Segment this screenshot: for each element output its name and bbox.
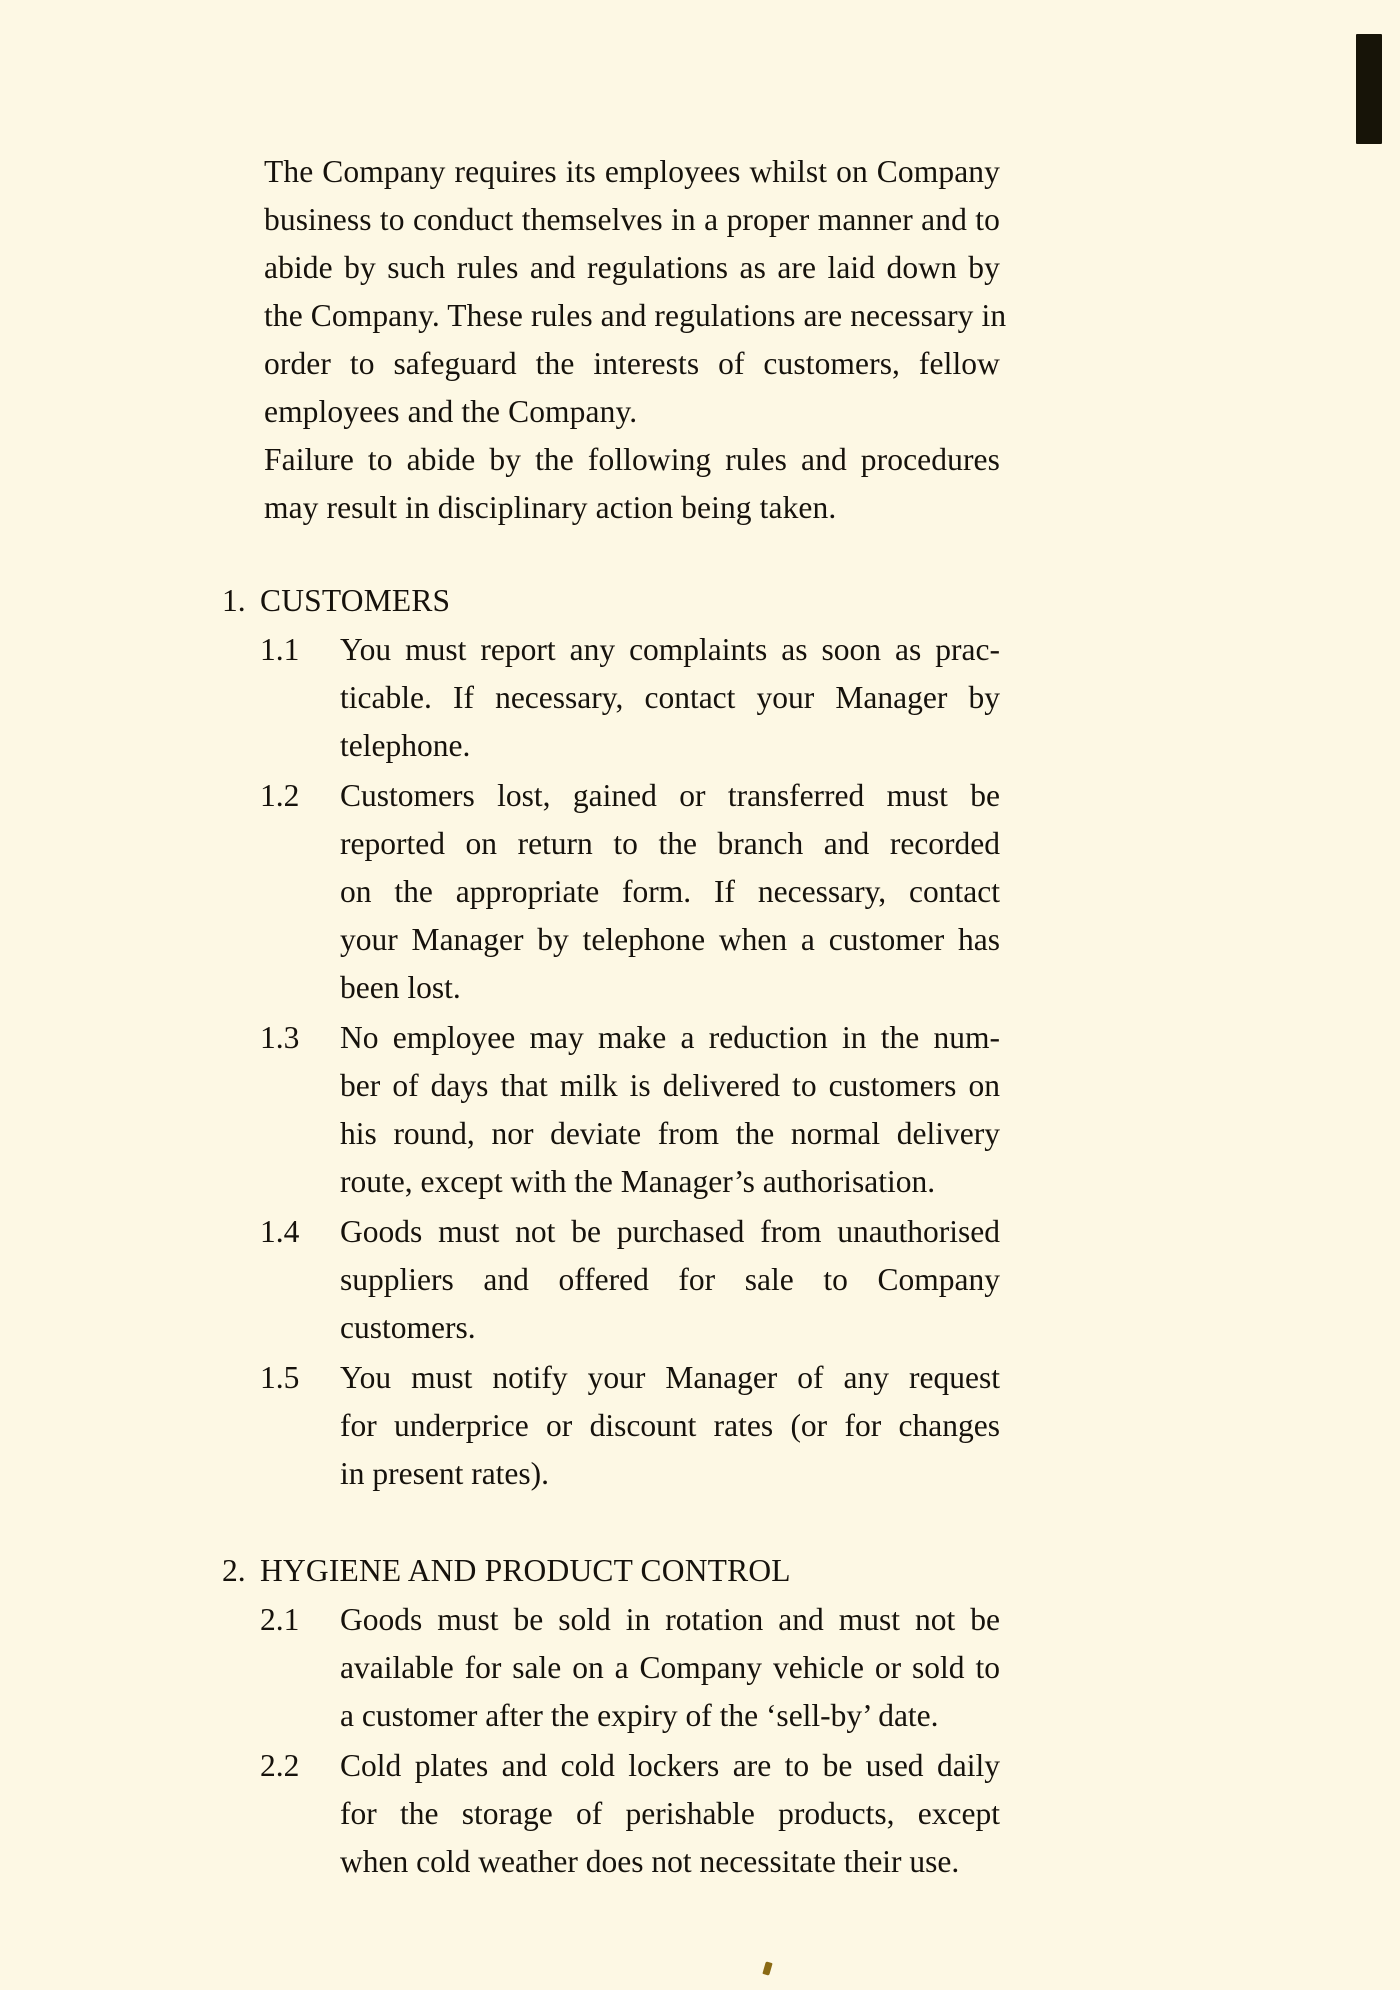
- list-item-line: Goods must not be purchased from unauthorised: [340, 1214, 1000, 1249]
- intro-paragraph-1-line: the Company. These rules and regulations are necessary in: [264, 298, 1007, 333]
- section-heading: [222, 578, 1000, 624]
- list-item-line: for the storage of perishable products, except: [340, 1796, 1000, 1831]
- list-item-text: [340, 1596, 1000, 1740]
- intro-paragraph-2-line: may result in disciplinary action being taken.: [264, 490, 837, 525]
- list-item-text: [340, 1742, 1000, 1886]
- list-item-line: telephone.: [340, 728, 471, 763]
- section-customers: [218, 578, 1000, 1498]
- list-item-text: [340, 1354, 1000, 1498]
- section-number: 2.: [222, 1553, 246, 1588]
- list-item-line: No employee may make a reduction in the num-: [340, 1020, 1000, 1055]
- section-title: CUSTOMERS: [260, 583, 451, 618]
- list-item-line: reported on return to the branch and recorded: [340, 826, 1000, 861]
- list-item-line: for underprice or discount rates (or for changes: [340, 1408, 1000, 1443]
- list-item-line: Goods must be sold in rotation and must not be: [340, 1602, 1000, 1637]
- list-item-line: customers.: [340, 1310, 476, 1345]
- section-title: HYGIENE AND PRODUCT CONTROL: [260, 1553, 791, 1588]
- list-item: [218, 1014, 1000, 1206]
- list-item-number: 2.1: [260, 1602, 300, 1637]
- list-item-line: You must notify your Manager of any request: [340, 1360, 1000, 1395]
- list-item-text: [340, 1014, 1000, 1206]
- list-item: [218, 626, 1000, 770]
- list-item-text: [340, 1208, 1000, 1352]
- list-item: [218, 1596, 1000, 1740]
- intro-paragraph-1-line: abide by such rules and regulations as are laid down by: [264, 250, 1000, 285]
- list-item-line: Cold plates and cold lockers are to be used daily: [340, 1748, 1000, 1783]
- list-item-number: 1.3: [260, 1020, 300, 1055]
- section-hygiene-and-product-control: [218, 1548, 1000, 1886]
- list-item-line: route, except with the Manager’s authorisation.: [340, 1164, 936, 1199]
- list-item-line: Customers lost, gained or transferred must be: [340, 778, 1000, 813]
- section-heading: [222, 1548, 1000, 1594]
- list-item-line: on the appropriate form. If necessary, contact: [340, 874, 1000, 909]
- intro-paragraph-1-line: The Company requires its employees whilst on Company: [264, 154, 1000, 189]
- list-item-line: in present rates).: [340, 1456, 550, 1491]
- list-item-line: suppliers and offered for sale to Company: [340, 1262, 1000, 1297]
- list-item-line: ber of days that milk is delivered to customers on: [340, 1068, 1000, 1103]
- intro-paragraph-1-line: employees and the Company.: [264, 394, 638, 429]
- list-item-line: when cold weather does not necessitate their use.: [340, 1844, 960, 1879]
- page-content: [218, 148, 1007, 1886]
- section-number: 1.: [222, 583, 246, 618]
- intro-paragraph-2: [218, 436, 1000, 532]
- intro-paragraph-2-line: Failure to abide by the following rules and procedures: [264, 442, 1000, 477]
- list-item-line: a customer after the expiry of the ‘sell-by’ date.: [340, 1698, 939, 1733]
- list-item-line: You must report any complaints as soon as prac-: [340, 632, 1000, 667]
- list-item: [218, 1742, 1000, 1886]
- list-item-line: ticable. If necessary, contact your Manager by: [340, 680, 1000, 715]
- list-item-number: 1.2: [260, 778, 300, 813]
- scan-edge-mark: [1356, 34, 1382, 144]
- list-item-line: available for sale on a Company vehicle or sold to: [340, 1650, 1000, 1685]
- list-item-line: been lost.: [340, 970, 461, 1005]
- intro-paragraph-1: [218, 148, 1007, 436]
- intro-paragraph-1-line: business to conduct themselves in a proper manner and to: [264, 202, 1000, 237]
- list-item: [218, 1354, 1000, 1498]
- list-item: [218, 1208, 1000, 1352]
- intro-paragraph-1-line: order to safeguard the interests of customers, fellow: [264, 346, 1000, 381]
- list-item-text: [340, 772, 1000, 1012]
- list-item-text: [340, 626, 1000, 770]
- list-item-line: your Manager by telephone when a customer has: [340, 922, 1000, 957]
- list-item-number: 1.5: [260, 1360, 300, 1395]
- list-item-number: 2.2: [260, 1748, 300, 1783]
- list-item-number: 1.1: [260, 632, 300, 667]
- ink-speck: [762, 1961, 772, 1975]
- list-item-line: his round, nor deviate from the normal delivery: [340, 1116, 1000, 1151]
- list-item-number: 1.4: [260, 1214, 300, 1249]
- list-item: [218, 772, 1000, 1012]
